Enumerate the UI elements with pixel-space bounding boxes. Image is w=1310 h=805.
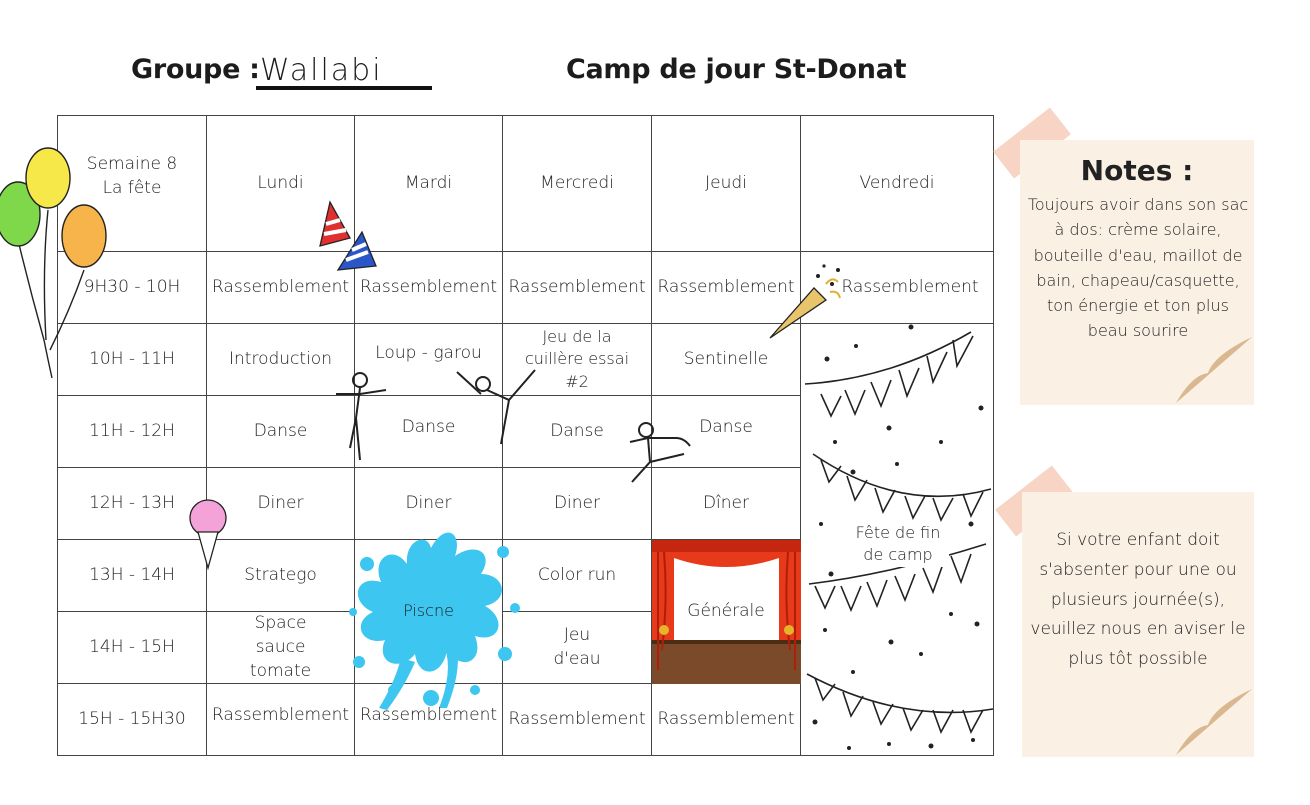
day-header: Mardi	[355, 116, 503, 252]
activity-cell: Rassemblement	[503, 252, 652, 324]
time-cell: 11H - 12H	[58, 396, 207, 468]
friday-event: Fête de fin de camp	[847, 522, 949, 567]
activity-cell: Rassemblement	[503, 684, 652, 756]
activity-cell: Danse	[355, 396, 503, 468]
time-cell: 9H30 - 10H	[58, 252, 207, 324]
rehearsal-label: Générale	[687, 601, 765, 621]
notes-body: Toujours avoir dans son sac à dos: crème solaire, bouteille d'eau, maillot de bain, chapeau/casquette, ton énergie et ton plus beau sourire	[1027, 195, 1249, 341]
page-curl-icon	[1174, 687, 1254, 757]
activity-cell: Danse	[207, 396, 355, 468]
activity-cell: Rassemblement	[355, 252, 503, 324]
dancer-icon	[624, 420, 696, 490]
activity-cell: Diner	[355, 468, 503, 540]
day-header: Mercredi	[503, 116, 652, 252]
day-header: Jeudi	[652, 116, 801, 252]
activity-cell: Diner	[207, 468, 355, 540]
swimming-label: Piscne	[403, 601, 454, 620]
time-cell: 14H - 15H	[58, 612, 207, 684]
activity-cell: Stratego	[207, 540, 355, 612]
absence-notice: Si votre enfant doit s'absenter pour une ou plusieurs journée(s), veuillez nous en aviser le plus tôt possible	[1030, 530, 1246, 669]
activity-cell: Rassemblement	[207, 252, 355, 324]
friday-event-cell	[801, 324, 994, 756]
activity-cell: Loup - garou	[355, 324, 503, 396]
absence-card	[1022, 492, 1254, 757]
activity-cell: Rassemblement	[801, 252, 994, 324]
rehearsal-cell	[652, 540, 801, 684]
activity-cell: Dîner	[652, 468, 801, 540]
camp-title: Camp de jour St-Donat	[566, 54, 907, 85]
day-header: Vendredi	[801, 116, 994, 252]
balloons-icon	[0, 140, 115, 380]
table-row	[58, 116, 994, 252]
dancer-icon	[330, 368, 390, 464]
activity-cell: Color run	[503, 540, 652, 612]
activity-cell: Diner	[503, 468, 652, 540]
activity-cell: Introduction	[207, 324, 355, 396]
notes-heading: Notes :	[1080, 154, 1194, 187]
day-header: Lundi	[207, 116, 355, 252]
group-label: Groupe :	[131, 54, 260, 85]
party-popper-icon	[766, 262, 846, 342]
table-row	[58, 252, 994, 324]
notes-card	[1020, 140, 1254, 405]
activity-cell: Sentinelle	[652, 324, 801, 396]
activity-cell: Jeu d'eau	[503, 612, 652, 684]
activity-cell: Jeu de la cuillère essai #2	[503, 324, 652, 396]
activity-cell: Space sauce tomate	[207, 612, 355, 684]
activity-cell: Danse	[652, 396, 801, 468]
activity-cell: Rassemblement	[207, 684, 355, 756]
activity-cell: Rassemblement	[652, 684, 801, 756]
dancer-icon	[455, 364, 539, 448]
activity-cell: Danse	[503, 396, 652, 468]
time-cell: 15H - 15H30	[58, 684, 207, 756]
time-cell: 10H - 11H	[58, 324, 207, 396]
week-number: Semaine 8	[86, 153, 178, 174]
week-theme: La fête	[102, 177, 162, 198]
page-curl-icon	[1174, 335, 1254, 405]
time-cell: 12H - 13H	[58, 468, 207, 540]
activity-cell: Rassemblement	[355, 684, 503, 756]
group-name: Wallabi	[256, 52, 432, 90]
swimming-cell	[355, 540, 503, 684]
activity-cell: Rassemblement	[652, 252, 801, 324]
time-cell: 13H - 14H	[58, 540, 207, 612]
party-hat-icon	[316, 196, 378, 278]
cotton-candy-icon	[184, 498, 232, 570]
